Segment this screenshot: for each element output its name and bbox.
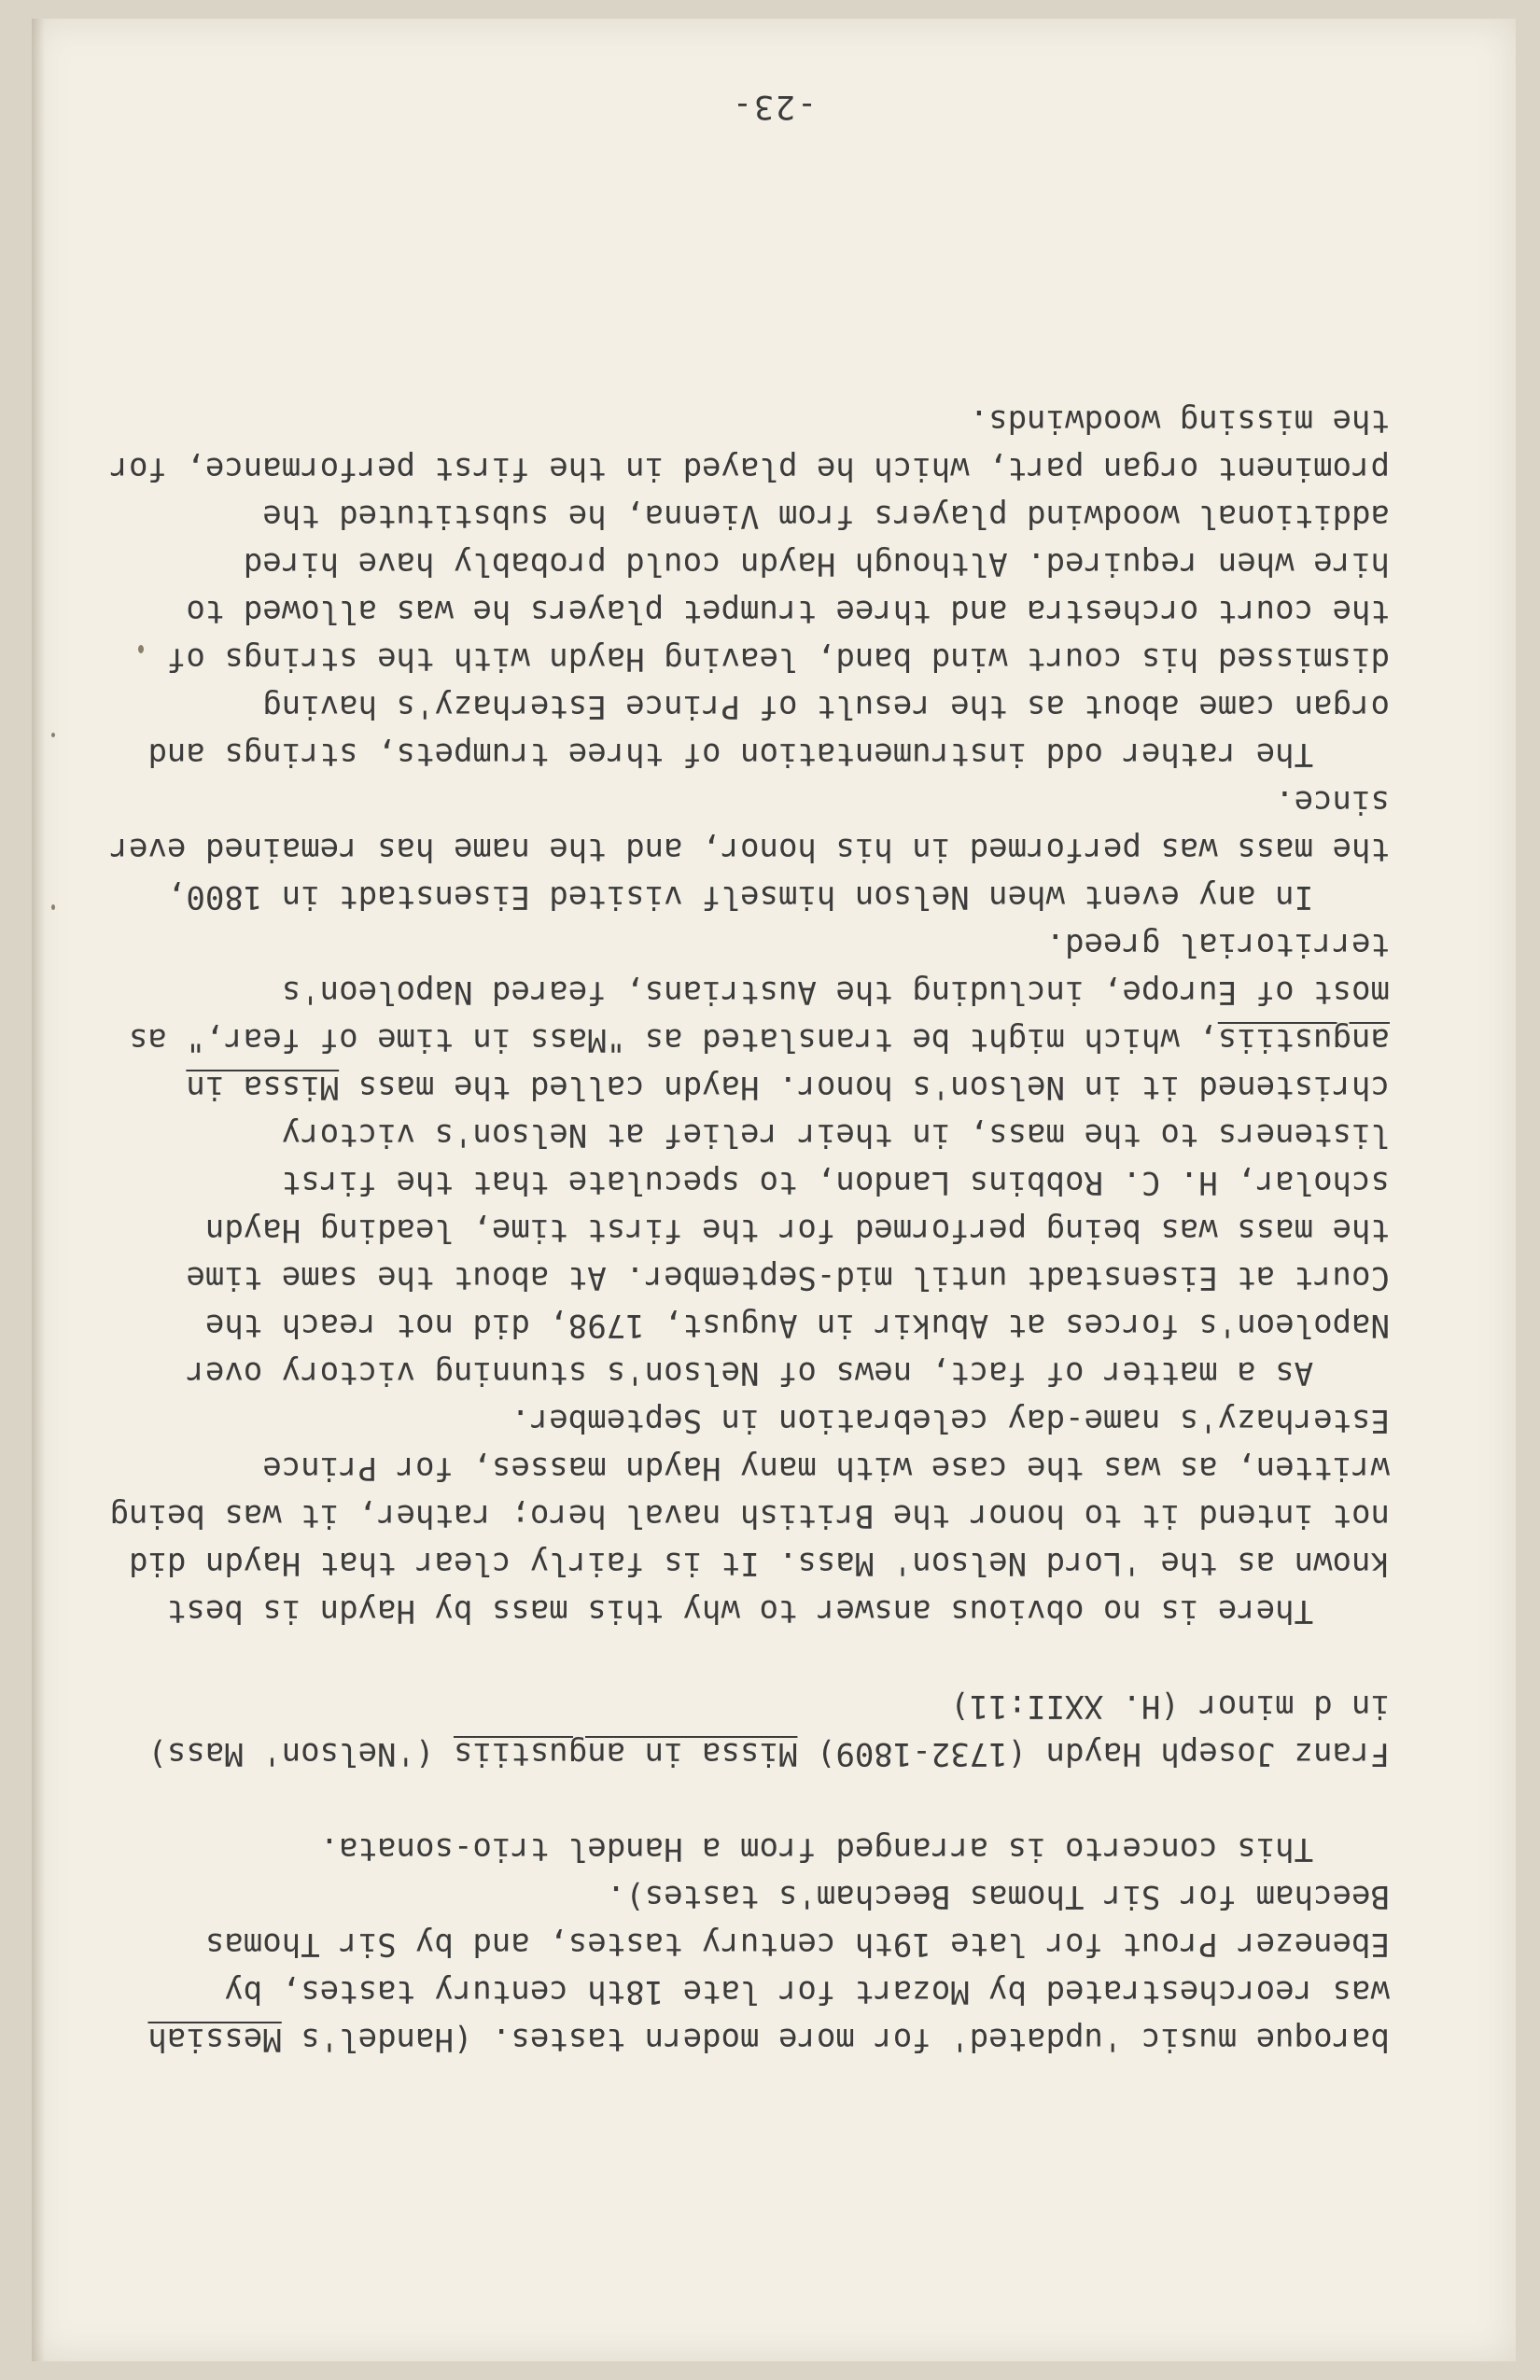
text-line xyxy=(92,635,1390,682)
text-line xyxy=(92,1682,1390,1729)
paper-speck xyxy=(138,645,144,653)
underlined-title: angustiis xyxy=(1217,1021,1390,1058)
text-run: prominent organ part, which he played in the first performance, for xyxy=(109,450,1390,487)
text-line xyxy=(92,1491,1390,1539)
text-run: Napoleon's forces at Abukir in August, 1798, did not reach the xyxy=(204,1307,1390,1344)
text-run: Ebenezer Prout for late 19th century tastes, and by Sir Thomas xyxy=(204,1925,1390,1963)
text-line xyxy=(92,730,1390,777)
text-line xyxy=(92,1396,1390,1444)
text-run: territorial greed. xyxy=(1045,926,1390,963)
text-line xyxy=(92,1729,1390,1777)
text-run: ('Nelson' Mass) xyxy=(147,1735,454,1772)
text-run: the court orchestra and three trumpet players he was allowed to xyxy=(186,593,1390,630)
text-run: baroque music 'updated' for more modern tastes. (Handel's xyxy=(281,2021,1390,2058)
text-run: In any event when Nelson himself visited Eisenstadt in 1800, xyxy=(166,878,1390,916)
text-run: hire when required. Although Haydn could probably have hired xyxy=(243,545,1390,582)
text-line xyxy=(92,1111,1390,1158)
text-run: Beecham for Sir Thomas Beecham's tastes). xyxy=(606,1878,1390,1915)
text-run: , which might be translated as "Mass in time of fear," as xyxy=(128,1021,1218,1058)
text-run: Franz Joseph Haydn (1732-1809) xyxy=(797,1735,1390,1772)
text-line xyxy=(92,397,1390,444)
text-run: scholar, H. C. Robbins Landon, to speculate that the first xyxy=(281,1164,1390,1201)
text-line xyxy=(92,1206,1390,1253)
text-line xyxy=(92,682,1390,730)
text-run: known as the 'Lord Nelson' Mass. It is fairly clear that Haydn did xyxy=(128,1545,1390,1582)
text-line xyxy=(92,777,1390,825)
text-line xyxy=(92,873,1390,920)
underlined-title: Missa in angustiis xyxy=(453,1735,798,1772)
paper-speck xyxy=(51,733,55,737)
text-run: was reorchestrated by Mozart for late 18th century tastes, by xyxy=(224,1973,1390,2010)
text-run: the mass was being performed for the first time, leading Haydn xyxy=(204,1211,1390,1249)
text-line xyxy=(92,1063,1390,1111)
paragraph-gap xyxy=(92,1777,1390,1825)
document-body xyxy=(92,397,1390,2063)
text-line xyxy=(92,492,1390,539)
page-number: -23- xyxy=(730,88,818,125)
text-line xyxy=(92,1967,1390,2015)
text-line xyxy=(92,2015,1390,2063)
text-run: dismissed his court wind band, leaving Haydn with the strings of xyxy=(166,640,1390,678)
text-run: since. xyxy=(1275,783,1390,820)
text-run: additional woodwind players from Vienna, he substituted the xyxy=(262,497,1390,535)
text-run: written, as was the case with many Haydn masses, for Prince xyxy=(262,1449,1390,1487)
text-run: listeners to the mass, in their relief at Nelson's victory xyxy=(281,1116,1390,1154)
text-run: christened it in Nelson's honor. Haydn called the mass xyxy=(339,1069,1390,1106)
text-line xyxy=(92,587,1390,635)
text-line xyxy=(92,1920,1390,1967)
text-line xyxy=(92,1587,1390,1634)
text-line xyxy=(92,1349,1390,1396)
text-line xyxy=(92,1825,1390,1872)
underlined-title: Missa in xyxy=(186,1069,340,1106)
text-run: This concerto is arranged from a Handel trio-sonata. xyxy=(319,1830,1390,1868)
text-line xyxy=(92,1301,1390,1349)
text-line xyxy=(92,920,1390,968)
text-line xyxy=(92,825,1390,873)
text-run: Court at Eisenstadt until mid-September. At about the same time xyxy=(186,1259,1390,1296)
rotated-page-content xyxy=(32,19,1516,2361)
text-run: most of Europe, including the Austrians, feared Napoleon's xyxy=(281,973,1390,1011)
text-run: the missing woodwinds. xyxy=(969,402,1390,440)
text-line xyxy=(92,1015,1390,1063)
text-line xyxy=(92,1872,1390,1920)
text-run: in d minor (H. XXII:11) xyxy=(950,1687,1390,1725)
paragraph xyxy=(92,1825,1390,2063)
paragraph xyxy=(92,397,1390,1634)
paragraph-gap xyxy=(92,1634,1390,1682)
paper-speck xyxy=(51,904,55,910)
text-run: The rather odd instrumentation of three trumpets, strings and xyxy=(147,735,1390,773)
text-run: the mass was performed in his honor, and the name has remained ever xyxy=(109,831,1390,868)
text-line xyxy=(92,968,1390,1015)
text-run: organ came about as the result of Prince Esterhazy's having xyxy=(262,688,1390,725)
text-line xyxy=(92,539,1390,587)
text-run: There is no obvious answer to why this mass by Haydn is best xyxy=(166,1592,1390,1630)
text-run: As a matter of fact, news of Nelson's stunning victory over xyxy=(186,1354,1390,1392)
underlined-title: Messiah xyxy=(147,2021,282,2058)
scanned-page xyxy=(32,19,1516,2361)
paragraph xyxy=(92,1682,1390,1777)
text-line xyxy=(92,1253,1390,1301)
text-run: not intend it to honor the British naval hero; rather, it was being xyxy=(109,1497,1390,1534)
text-line xyxy=(92,1444,1390,1491)
text-run: Esterhazy's name-day celebration in September. xyxy=(511,1402,1390,1439)
text-line xyxy=(92,1158,1390,1206)
text-line xyxy=(92,444,1390,492)
text-line xyxy=(92,1539,1390,1587)
